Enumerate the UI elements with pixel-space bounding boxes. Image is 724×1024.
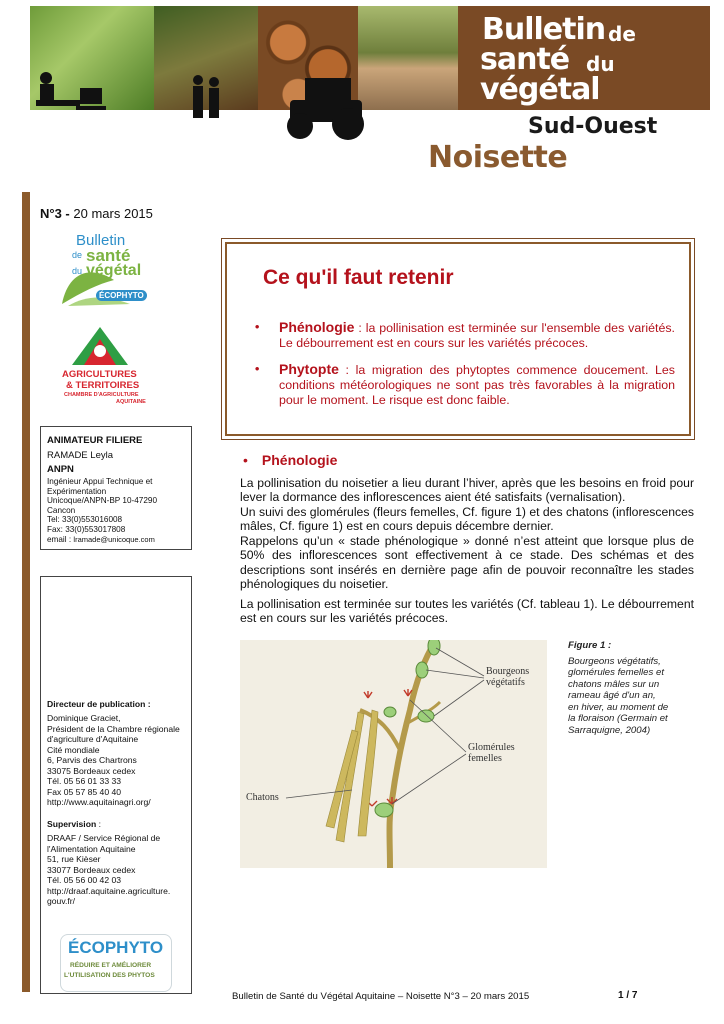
section-heading (243, 452, 337, 468)
key-point-sep: : (338, 363, 356, 377)
supervision-line: 33077 Bordeaux cedex (47, 864, 136, 875)
animateur-line: Unicoque/ANPN-BP 10-47290 (47, 496, 157, 506)
figure-caption-line: la floraison (Germain et (568, 713, 668, 724)
crop-title: Noisette (428, 140, 568, 175)
director-line: Cité mondiale (47, 744, 100, 755)
director-line: Fax 05 57 85 40 40 (47, 786, 122, 797)
animateur-name: RAMADE Leyla (47, 450, 113, 461)
key-point-heading: Phénologie (279, 319, 355, 335)
chambre-logo-line3: CHAMBRE D'AGRICULTURE (64, 392, 139, 398)
key-point-text (279, 320, 675, 351)
supervision-line: 51, rue Kièser (47, 854, 101, 864)
figure-label-line: femelles (468, 753, 502, 764)
title-du: du (586, 52, 615, 76)
figure-label-line: végétatifs (486, 677, 525, 688)
supervision-title: Supervision (47, 819, 97, 829)
header-banner (30, 6, 710, 110)
figure-label-line: Bourgeons (486, 666, 530, 677)
bullet-icon: • (243, 452, 248, 468)
director-website-link[interactable]: http://www.aquitainagri.org/ (47, 797, 151, 807)
chambre-logo-line1: AGRICULTURES (62, 369, 137, 380)
ecophyto-tagline-1: RÉDUIRE ET AMÉLIORER (70, 962, 152, 969)
key-points-box (221, 238, 695, 440)
publication-box (40, 576, 192, 994)
hazelnut-branch-illustration (240, 640, 547, 868)
key-points-title: Ce qu'il faut retenir (263, 266, 454, 289)
title-de: de (608, 22, 636, 46)
figure-label-line: Glomérules (468, 742, 515, 753)
bsv-logo-badge: ÉCOPHYTO (96, 290, 147, 301)
silhouettes-icon (30, 60, 430, 140)
bsv-logo-line3: santé (86, 246, 131, 265)
section-heading-text: Phénologie (261, 452, 338, 468)
key-point-body: la pollinisation est terminée sur l'ensemble des variétés. Le débourrement est en cours sur les variétés précoces. (279, 321, 675, 350)
issue-date: 20 mars 2015 (73, 206, 153, 221)
figure-caption-line: en hiver, au moment de (568, 701, 669, 713)
figure-label-chatons: Chatons (246, 792, 279, 803)
animateur-line: Ingénieur Appui Technique et (47, 477, 153, 486)
chambre-logo-line4: AQUITAINE (116, 399, 146, 405)
figure-caption-line: rameau âgé d'un an, (568, 690, 656, 701)
key-point-heading: Phytopte (279, 361, 339, 377)
chambre-agriculture-logo (60, 325, 160, 413)
supervision-website-link-cont[interactable]: gouv.fr/ (47, 896, 76, 906)
bsv-logo (58, 234, 158, 310)
paragraph: La pollinisation est terminée sur toutes les variétés (Cf. tableau 1). Le débourrement est en cours sur les variétés précoces. (240, 597, 694, 626)
animateur-org: ANPN (47, 464, 74, 475)
director-line: 6, Parvis des Chartrons (47, 755, 137, 765)
key-point-body: la migration des phytoptes commence doucement. Les conditions météorologiques ne sont pas très favorables à la migration pour le moment. Le risque est donc faible. (279, 363, 675, 407)
director-line: Président de la Chambre régionale (47, 723, 180, 734)
director-lines (47, 713, 187, 808)
figure-label-glomerules (468, 742, 515, 764)
animateur-title: ANIMATEUR FILIERE (47, 435, 143, 446)
bsv-logo-line1: Bulletin (76, 232, 126, 249)
chambre-emblem-icon (70, 325, 130, 367)
bullet-icon: • (255, 320, 260, 334)
key-point-text (279, 362, 675, 408)
issue-line (40, 206, 153, 221)
animateur-line: Expérimentation (47, 486, 107, 496)
key-point-sep: : (354, 321, 366, 335)
ecophyto-tagline-2: L'UTILISATION DES PHYTOS (64, 972, 155, 979)
supervision-title-line (47, 819, 187, 830)
paragraph: Un suivi des glomérules (fleurs femelles, Cf. figure 1) et des chatons (inflorescences mâles, Cf. figure 1) est en cours depuis décembre dernier. (240, 505, 694, 534)
page-number: 1 / 7 (618, 990, 638, 1001)
figure-caption-line: glomérules femelles et (568, 667, 664, 678)
figure-caption (568, 640, 688, 736)
director-line: Dominique Graciet, (47, 713, 121, 723)
animateur-line: Tel: 33(0)553016008 (47, 515, 123, 525)
figure-caption-title: Figure 1 : (568, 640, 612, 651)
supervision-colon: : (96, 819, 101, 829)
page-footer: Bulletin de Santé du Végétal Aquitaine – Noisette N°3 – 20 mars 2015 (232, 991, 530, 1002)
region-title: Sud-Ouest (528, 114, 658, 139)
issue-number: N°3 - (40, 206, 70, 221)
supervision-website-link[interactable]: http://draaf.aquitaine.agriculture. (47, 885, 171, 896)
title-sante: santé (480, 42, 570, 77)
ecophyto-logo-name: ÉCOPHYTO (68, 938, 164, 957)
figure-caption-line: Sarraquigne, 2004) (568, 724, 651, 736)
figure-label-bourgeons (486, 666, 529, 688)
key-point-item (255, 320, 675, 351)
supervision-line: DRAAF / Service Régional de (47, 833, 161, 843)
paragraph: Rappelons qu’un « stade phénologique » donné n’est atteint que lorsque plus de 50% des inflorescences sont effectivement à ce stade. Des schémas et des descriptions sont insérés en dernière page afin de pouvoir reconnaître les stades phénologiques du noisetier. (240, 534, 694, 592)
animateur-email-link[interactable]: lramade@unicoque.com (73, 534, 155, 544)
director-line: 33075 Bordeaux cedex (47, 765, 136, 776)
animateur-box (40, 426, 192, 550)
animateur-lines (47, 477, 187, 544)
bulletin-title-block (458, 6, 710, 110)
title-vegetal: végétal (480, 72, 600, 107)
bsv-logo-line2: de (72, 250, 83, 260)
animateur-line: Fax: 33(0)553017808 (47, 524, 126, 534)
key-points-frame (225, 242, 691, 436)
supervision-line: l'Alimentation Aquitaine (47, 843, 136, 854)
director-line: Tél. 05 56 01 33 33 (47, 776, 122, 786)
animateur-line: Cancon (47, 505, 76, 515)
chambre-logo-line2: & TERRITOIRES (66, 380, 140, 391)
key-point-item (255, 362, 675, 408)
figure-caption-line: Bourgeons végétatifs, (568, 655, 661, 667)
title-bulletin: Bulletin (482, 12, 606, 47)
supervision-line: Tél. 05 56 00 42 03 (47, 875, 122, 885)
director-line: d'agriculture d'Aquitaine (47, 734, 139, 744)
director-title: Directeur de publication : (47, 699, 151, 709)
supervision-lines (47, 833, 187, 907)
bullet-icon: • (255, 362, 260, 376)
bsv-logo-line5: végétal (86, 262, 142, 279)
ecophyto-logo (60, 934, 170, 990)
paragraph: La pollinisation du noisetier a lieu durant l’hiver, après que les besoins en froid pour lever la dormance des inflorescences aient été satisfaits (vernalisation). (240, 476, 694, 505)
animateur-email-label: email : (47, 534, 72, 544)
figure-caption-line: chatons mâles sur un (568, 678, 660, 690)
left-accent-bar (22, 192, 30, 992)
bsv-logo-line4: du (72, 266, 83, 276)
